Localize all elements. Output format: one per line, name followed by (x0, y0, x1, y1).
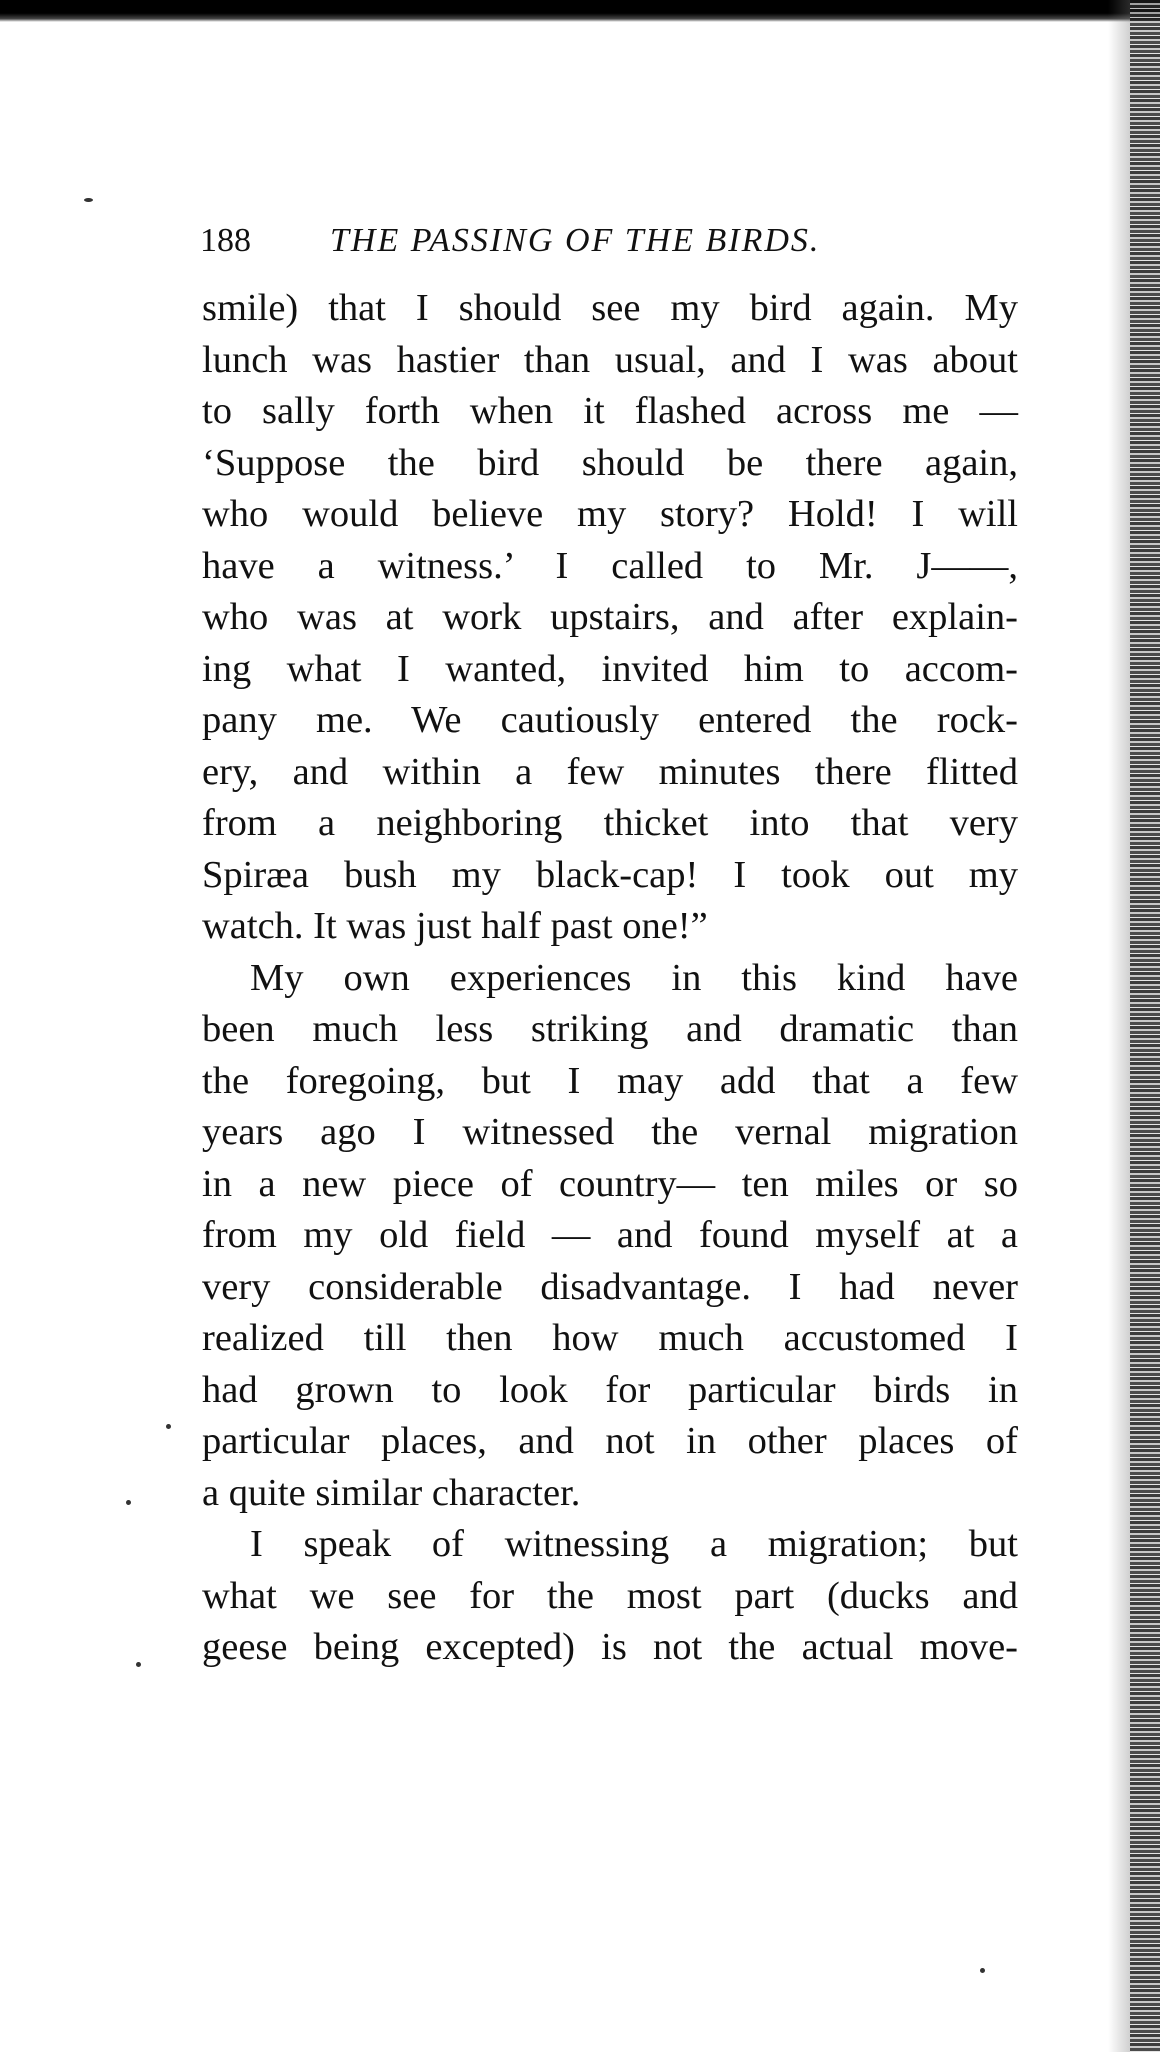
text-line: smile) that I should see my bird again. My (202, 287, 1018, 329)
text-line: a quite similar character. (202, 1471, 581, 1514)
text-line: from a neighboring thicket into that very (202, 802, 1018, 844)
scan-speck (126, 1500, 131, 1505)
text-line: very considerable disadvantage. I had never (202, 1265, 1018, 1308)
running-title: THE PASSING OF THE BIRDS. (330, 222, 821, 259)
scan-right-border (1130, 0, 1160, 2052)
scan-speck (166, 1424, 171, 1429)
text-line: years ago I witnessed the vernal migration (202, 1111, 1018, 1153)
text-line: been much less striking and dramatic than (202, 1008, 1018, 1050)
text-line: geese being excepted) is not the actual move- (202, 1626, 1018, 1668)
scan-edge-shadow (1108, 0, 1130, 2052)
scan-speck (980, 1968, 985, 1973)
text-line: ing what I wanted, invited him to accom- (202, 647, 1018, 690)
text-line: ‘Suppose the bird should be there again, (202, 441, 1018, 484)
page-header (200, 216, 1030, 266)
text-line: My own experiences in this kind have (250, 956, 1018, 999)
text-line: who would believe my story? Hold! I will (202, 493, 1018, 535)
text-line: who was at work upstairs, and after explain- (202, 596, 1018, 638)
text-line: pany me. We cautiously entered the rock- (202, 699, 1018, 741)
text-line: particular places, and not in other places of (202, 1420, 1018, 1462)
text-line: from my old field — and found myself at a (202, 1214, 1018, 1256)
text-line: watch. It was just half past one!” (202, 905, 708, 947)
text-line: had grown to look for particular birds in (202, 1368, 1018, 1411)
text-line: what we see for the most part (ducks and (202, 1574, 1018, 1617)
body-text (202, 283, 1018, 1674)
text-line: have a witness.’ I called to Mr. J——, (202, 544, 1018, 587)
text-line: to sally forth when it flashed across me — (202, 390, 1018, 432)
scan-speck (84, 198, 93, 202)
page-number: 188 (200, 222, 251, 259)
text-line: I speak of witnessing a migration; but (250, 1523, 1018, 1565)
text-line: ery, and within a few minutes there flitted (202, 750, 1018, 793)
text-line: realized till then how much accustomed I (202, 1317, 1018, 1359)
scan-top-border (0, 0, 1160, 22)
text-line: in a new piece of country— ten miles or so (202, 1162, 1018, 1205)
text-line: Spiræa bush my black-cap! I took out my (202, 853, 1018, 896)
text-line: the foregoing, but I may add that a few (202, 1059, 1018, 1102)
scan-speck (136, 1662, 141, 1667)
text-line: lunch was hastier than usual, and I was about (202, 338, 1018, 381)
